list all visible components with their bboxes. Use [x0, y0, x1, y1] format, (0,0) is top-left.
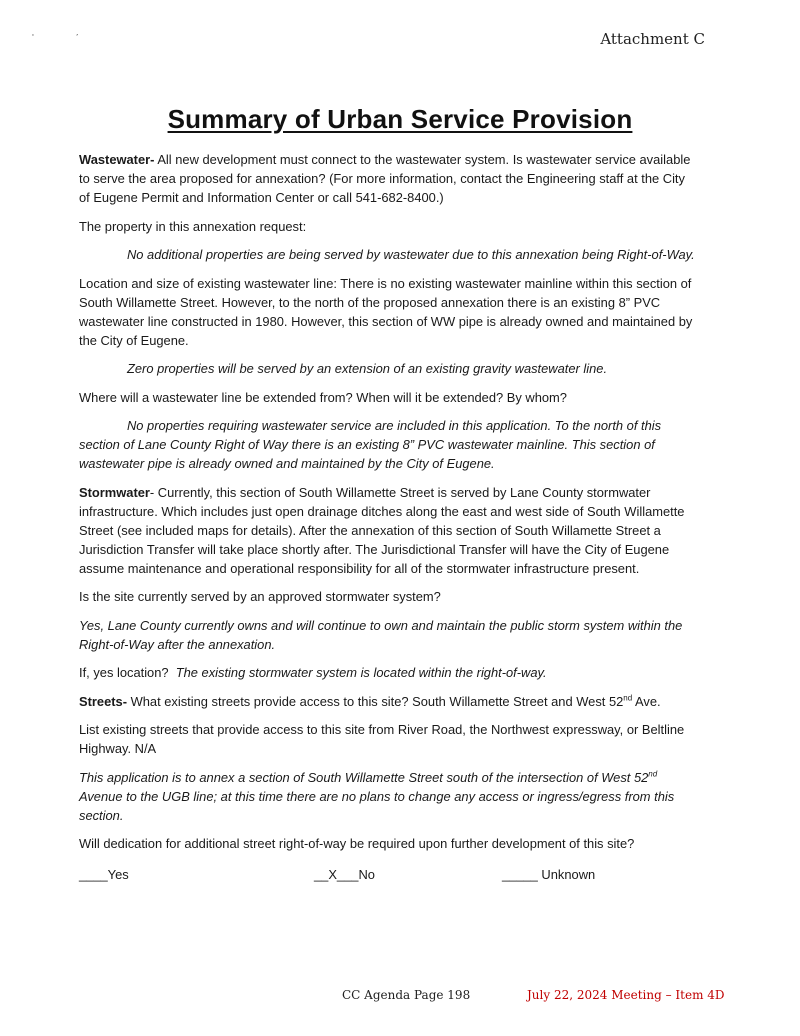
footer-meeting-label: July 22, 2024 Meeting – Item 4D [527, 988, 725, 1002]
stormwater-heading: Stormwater [79, 484, 150, 500]
streets-access: Streets- What existing streets provide access to this site? South Willamette Street and West 52nd Ave. [79, 693, 661, 709]
wastewater-property-question: The property in this annexation request: [79, 218, 307, 234]
choice-yes: ____Yes [79, 867, 129, 882]
wastewater-heading: Wastewater- [79, 152, 155, 167]
footer-page-number: CC Agenda Page 198 [342, 988, 471, 1002]
stormwater-served-answer: Yes, Lane County currently owns and will continue to own and maintain the public storm system within the Right-of-Way after the annexation. [79, 617, 683, 652]
document-body [79, 150, 699, 885]
attachment-label: Attachment C [600, 30, 705, 48]
streets-heading: Streets- [79, 693, 127, 709]
wastewater-property-answer: No additional properties are being served by wastewater due to this annexation being Right-of-Way. [127, 247, 695, 262]
wastewater-extend-question: Where will a wastewater line be extended from? When will it be extended? By whom? [79, 389, 567, 405]
dedication-choices [79, 865, 699, 885]
wastewater-location-question: Location and size of existing wastewater line: There is no existing wastewater mainline within this section of South Willamette Street. However, to the north of the proposed annexation there is an existing 8” PVC wastewater line constructed in 1980. However, this section of WW pipe is already owned and maintained by the City of Eugene. [79, 275, 693, 348]
streets-annex-answer: This application is to annex a section of South Willamette Street south of the intersection of West 52nd Avenue to the UGB line; at this time there are no plans to change any access or ingress/egress from this section. [79, 769, 675, 823]
wastewater-location-answer: Zero properties will be served by an extension of an existing gravity wastewater line. [127, 361, 608, 376]
wastewater-extend-answer: No properties requiring wastewater service are included in this application. To the north of this section of Lane County Right of Way there is an existing 8” PVC wastewater mainline. This section of wastewater pipe is already owned and maintained by the City of Eugene. [79, 418, 662, 471]
page-title: Summary of Urban Service Provision [167, 104, 633, 134]
streets-dedication-question: Will dedication for additional street right-of-way be required upon further development of this site? [79, 836, 635, 851]
stormwater-served-question: Is the site currently served by an approved stormwater system? [79, 589, 441, 604]
choice-no: __X___No [314, 867, 375, 882]
scan-mark: ' [32, 33, 34, 41]
streets-list-question: List existing streets that provide access to this site from River Road, the Northwest expressway, or Beltline Highway. N/A [79, 722, 685, 756]
wastewater-intro: Wastewater- All new development must connect to the wastewater system. Is wastewater service available to serve the area proposed for annexation? (For more information, contact the Engineering staff at the City of Eugene Permit and Information Center or call 541-682-8400.) [79, 152, 691, 205]
stormwater-intro: Stormwater- Currently, this section of South Willamette Street is served by Lane County stormwater infrastructure. Which includes just open drainage ditches along the east and west side of South Willamette Street (see included maps for details). After the annexation of this section of South Willamette Street a Jurisdiction Transfer will take place shortly after. The Jurisdictional Transfer will have the City of Eugene assume maintenance and operational responsibility for all of the stormwater infrastructure present. [79, 484, 685, 576]
choice-unknown: _____ Unknown [502, 867, 596, 882]
stormwater-location: If, yes location? The existing stormwater system is located within the right-of-way. [79, 665, 547, 680]
scan-mark: ’ [76, 33, 79, 41]
